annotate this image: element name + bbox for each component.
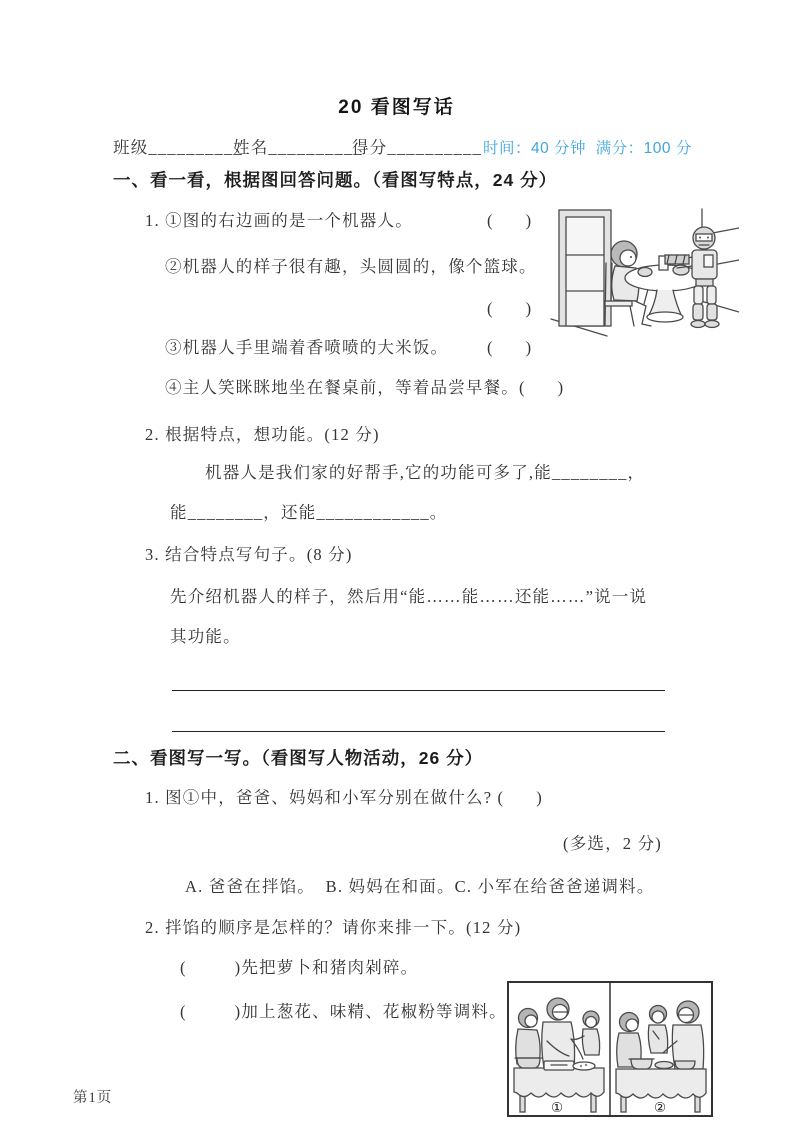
s2-q1-options[interactable]: A. 爸爸在拌馅。 B. 妈妈在和面。C. 小军在给爸爸递调料。	[185, 877, 655, 896]
section-two-heading: 二、看图写一写。（看图写人物活动，26 分）	[113, 748, 484, 768]
q1-answer-paren-4[interactable]: ( )	[519, 378, 565, 397]
q1-statement-2: ②机器人的样子很有趣，头圆圆的，像个篮球。	[165, 257, 537, 276]
class-field[interactable]: 班级__________	[113, 138, 243, 157]
q2-fill-line-1[interactable]: 机器人是我们家的好帮手,它的功能可多了,能________，	[205, 463, 646, 482]
page-number: 第1页	[73, 1090, 113, 1106]
q3-heading: 3. 结合特点写句子。(8 分)	[145, 545, 353, 564]
q3-instruction-line-1: 先介绍机器人的样子，然后用“能……能……还能……”说一说	[170, 587, 648, 606]
q2-heading: 2. 根据特点，想功能。(12 分)	[145, 425, 380, 444]
dumpling-making-illustration	[507, 981, 713, 1117]
s2-q2-order-item-2[interactable]: ( )加上葱花、味精、花椒粉等调料。	[180, 1002, 507, 1021]
section-one-heading: 一、看一看，根据图回答问题。（看图写特点，24 分）	[113, 170, 558, 190]
s2-q1-question[interactable]: 1. 图①中，爸爸、妈妈和小军分别在做什么? ( )	[145, 788, 543, 807]
q1-statement-3: ③机器人手里端着香喷喷的大米饭。	[165, 338, 449, 357]
answer-line-2[interactable]	[172, 731, 665, 732]
q3-instruction-line-2: 其功能。	[170, 627, 241, 646]
score-field[interactable]: 得分__________	[352, 138, 482, 157]
answer-line-1[interactable]	[172, 690, 665, 691]
s2-q1-note: (多选，2 分)	[563, 834, 662, 853]
q1-answer-paren-3[interactable]: ( )	[487, 338, 533, 357]
q2-fill-line-2[interactable]: 能________，还能____________。	[170, 503, 448, 522]
page-title: 20 看图写话	[338, 97, 455, 118]
panel-label-1: ①	[550, 1100, 564, 1115]
q1-answer-paren-1[interactable]: ( )	[487, 211, 533, 230]
q1-statement-4-text: ④主人笑眯眯地坐在餐桌前，等着品尝早餐。	[165, 378, 519, 397]
panel-label-2: ②	[653, 1100, 667, 1115]
time-score-info: 时间：40 分钟 满分：100 分	[483, 140, 692, 157]
s2-q2-heading: 2. 拌馅的顺序是怎样的？请你来排一下。(12 分)	[145, 918, 522, 937]
q1-statement-1: 1. ①图的右边画的是一个机器人。	[145, 211, 413, 230]
s2-q2-order-item-1[interactable]: ( )先把萝卜和猪肉剁碎。	[180, 958, 419, 977]
q1-statement-4	[165, 377, 564, 399]
name-field[interactable]: 姓名__________	[233, 138, 363, 157]
q1-answer-paren-2[interactable]: ( )	[487, 299, 533, 318]
robot-breakfast-illustration	[549, 205, 739, 337]
